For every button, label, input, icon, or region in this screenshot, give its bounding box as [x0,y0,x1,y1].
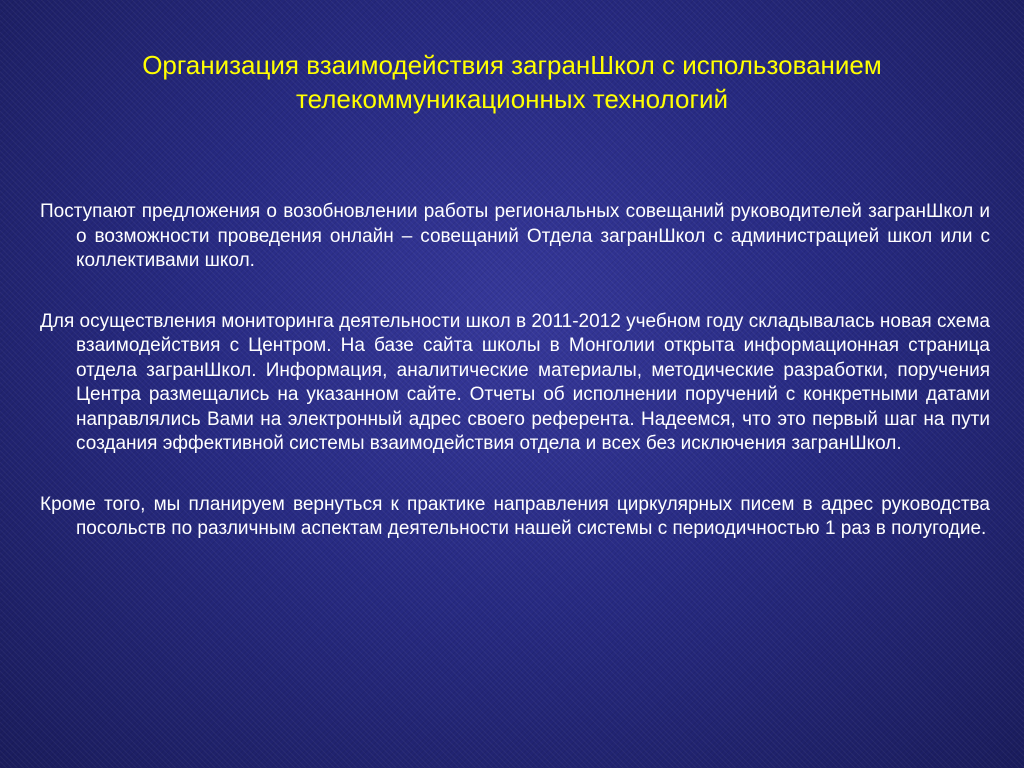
paragraph-monitoring-scheme: Для осуществления мониторинга деятельности школ в 2011-2012 учебном году складывалась новая схема взаимодействия с Центром. На базе сайта школы в Монголии открыта информационная страница отдела загранШкол. Информация, аналитические материалы, методические разработки, поручения Центра размещались на указанном сайте. Отчеты об исполнении поручений с конкретными датами направлялись Вами на электронный адрес своего референта. Надеемся, что это первый шаг на пути создания эффективной системы взаимодействия отдела и всех без исключения загранШкол. [40,310,990,454]
slide-body [40,200,990,542]
paragraph-online-meetings: Поступают предложения о возобновлении работы региональных совещаний руководителей загранШкол и о возможности проведения онлайн – совещаний Отдела загранШкол с администрацией школ или с коллективами школ. [40,201,990,271]
slide-title-line-2: телекоммуникационных технологий [295,84,728,114]
paragraph-circular-letters: Кроме того, мы планируем вернуться к практике направления циркулярных писем в адрес руководства посольств по различным аспектам деятельности нашей системы с периодичностью 1 раз в полугодие. [40,493,990,539]
slide-title [40,48,984,116]
slide-title-line-1: Организация взаимодействия загранШкол с использованием [142,50,882,80]
